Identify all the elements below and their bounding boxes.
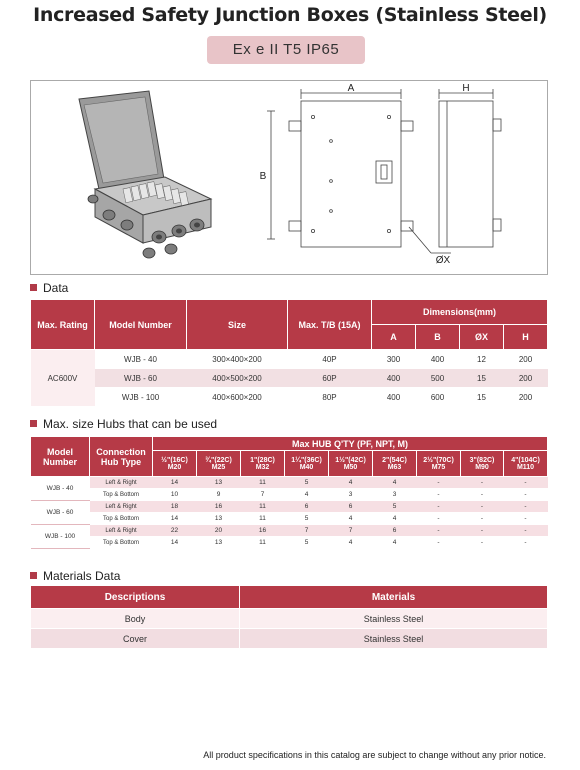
cell-hub-qty: 16 bbox=[241, 525, 285, 537]
header-dim-x: ØX bbox=[460, 325, 504, 350]
header-hub-size: 1"(28C) M32 bbox=[241, 451, 285, 477]
cell-hub-qty: - bbox=[461, 489, 504, 501]
cell-h: 200 bbox=[504, 350, 548, 369]
cell-hub-qty: - bbox=[504, 513, 548, 525]
cell-hub-qty: 5 bbox=[373, 501, 417, 513]
cell-model: WJB - 60 bbox=[95, 369, 187, 388]
cell-hub-qty: 3 bbox=[373, 489, 417, 501]
cell-hub-qty: 4 bbox=[329, 513, 373, 525]
header-hub-size: 3"(82C) M90 bbox=[461, 451, 504, 477]
cell-hub-qty: 14 bbox=[153, 513, 197, 525]
hubs-body bbox=[31, 477, 548, 549]
junction-box-illustration bbox=[79, 91, 211, 258]
cell-hub-type: Left & Right bbox=[90, 501, 153, 513]
cell-hub-qty: 6 bbox=[373, 525, 417, 537]
cell-hub-qty: 20 bbox=[197, 525, 241, 537]
header-materials: Materials bbox=[240, 586, 548, 609]
cell-hub-qty: 4 bbox=[285, 489, 329, 501]
header-hub-size: 2"(54C) M63 bbox=[373, 451, 417, 477]
cell-hub-qty: - bbox=[504, 501, 548, 513]
cell-a: 300 bbox=[372, 350, 416, 369]
table-row bbox=[31, 629, 548, 649]
data-table bbox=[30, 299, 548, 407]
cell-hub-qty: - bbox=[461, 525, 504, 537]
cell-hub-qty: 7 bbox=[241, 489, 285, 501]
cell-h: 200 bbox=[504, 388, 548, 407]
cell-h: 200 bbox=[504, 369, 548, 388]
cell-hub-qty: 9 bbox=[197, 489, 241, 501]
figure-svg bbox=[31, 81, 549, 276]
cell-hub-qty: 4 bbox=[373, 537, 417, 549]
cell-model: WJB - 40 bbox=[95, 350, 187, 369]
front-view-drawing bbox=[267, 89, 451, 253]
cell-hub-qty: 18 bbox=[153, 501, 197, 513]
cell-hub-qty: 11 bbox=[241, 513, 285, 525]
cell-tb: 80P bbox=[288, 388, 372, 407]
dim-a-label: A bbox=[347, 83, 355, 94]
header-hub-type: Connection Hub Type bbox=[90, 437, 153, 477]
header-hub-size: 2½"(70C) M75 bbox=[417, 451, 461, 477]
cell-hub-qty: 3 bbox=[329, 489, 373, 501]
rating-badge: Ex e II T5 IP65 bbox=[207, 36, 365, 64]
product-figure bbox=[30, 80, 548, 275]
cell-a: 400 bbox=[372, 388, 416, 407]
cell-tb: 40P bbox=[288, 350, 372, 369]
cell-description: Body bbox=[31, 609, 240, 629]
header-hub-size: 1½"(42C) M50 bbox=[329, 451, 373, 477]
cell-hub-qty: 13 bbox=[197, 537, 241, 549]
materials-section-heading: Materials Data bbox=[30, 569, 120, 583]
cell-x: 15 bbox=[460, 388, 504, 407]
footnote: All product specifications in this catalog are subject to change without any prior notice. bbox=[203, 750, 546, 760]
dim-x-label: ØX bbox=[435, 255, 451, 266]
cell-hub-qty: - bbox=[417, 489, 461, 501]
header-dim-b: B bbox=[416, 325, 460, 350]
cell-hub-qty: - bbox=[504, 525, 548, 537]
cell-hub-qty: - bbox=[461, 537, 504, 549]
cell-hub-qty: - bbox=[461, 513, 504, 525]
table-row bbox=[31, 513, 548, 525]
cell-tb: 60P bbox=[288, 369, 372, 388]
table-row bbox=[31, 369, 548, 388]
bullet-square-icon bbox=[30, 572, 37, 579]
header-hub-size: 1¼"(36C) M40 bbox=[285, 451, 329, 477]
cell-hub-qty: 4 bbox=[329, 537, 373, 549]
dim-h-label: H bbox=[462, 83, 470, 94]
table-row bbox=[31, 537, 548, 549]
page-title: Increased Safety Junction Boxes (Stainless Steel) bbox=[33, 4, 547, 26]
cell-hub-type: Left & Right bbox=[90, 525, 153, 537]
cell-b: 600 bbox=[416, 388, 460, 407]
cell-hub-qty: - bbox=[417, 501, 461, 513]
cell-hub-qty: 13 bbox=[197, 513, 241, 525]
cell-hub-qty: - bbox=[417, 537, 461, 549]
cell-hub-qty: 13 bbox=[197, 477, 241, 489]
cell-b: 500 bbox=[416, 369, 460, 388]
cell-hub-qty: - bbox=[504, 489, 548, 501]
side-view-drawing bbox=[439, 89, 501, 247]
hubs-section-heading: Max. size Hubs that can be used bbox=[30, 417, 217, 431]
bullet-square-icon bbox=[30, 284, 37, 291]
header-max-tb: Max. T/B (15A) bbox=[288, 300, 372, 350]
cell-hub-qty: 4 bbox=[329, 477, 373, 489]
cell-hub-qty: - bbox=[417, 525, 461, 537]
header-model-number: Model Number bbox=[31, 437, 90, 477]
dim-b-label: B bbox=[259, 171, 267, 182]
cell-hub-type: Top & Bottom bbox=[90, 513, 153, 525]
cell-hub-qty: 5 bbox=[285, 477, 329, 489]
cell-hub-qty: 10 bbox=[153, 489, 197, 501]
header-model-number: Model Number bbox=[95, 300, 187, 350]
cell-size: 300×400×200 bbox=[187, 350, 288, 369]
header-max-rating: Max. Rating bbox=[31, 300, 95, 350]
cell-hub-qty: 14 bbox=[153, 477, 197, 489]
cell-description: Cover bbox=[31, 629, 240, 649]
cell-hub-qty: 4 bbox=[373, 513, 417, 525]
cell-hub-type: Top & Bottom bbox=[90, 537, 153, 549]
table-row bbox=[31, 501, 548, 513]
header-hub-size: ¾"(22C) M25 bbox=[197, 451, 241, 477]
cell-hub-type: Top & Bottom bbox=[90, 489, 153, 501]
cell-a: 400 bbox=[372, 369, 416, 388]
table-row bbox=[31, 525, 548, 537]
cell-hub-qty: 16 bbox=[197, 501, 241, 513]
cell-b: 400 bbox=[416, 350, 460, 369]
table-row bbox=[31, 388, 548, 407]
header-size: Size bbox=[187, 300, 288, 350]
header-hub-size: ½"(16C) M20 bbox=[153, 451, 197, 477]
header-hub-size: 4"(104C) M110 bbox=[504, 451, 548, 477]
header-max-hub-qty: Max HUB Q'TY (PF, NPT, M) bbox=[153, 437, 548, 451]
data-section-heading: Data bbox=[30, 281, 68, 295]
cell-size: 400×500×200 bbox=[187, 369, 288, 388]
table-row bbox=[31, 609, 548, 629]
cell-hub-qty: - bbox=[461, 501, 504, 513]
materials-table bbox=[30, 585, 548, 649]
cell-model: WJB - 100 bbox=[95, 388, 187, 407]
table-row bbox=[31, 489, 548, 501]
cell-hub-qty: 22 bbox=[153, 525, 197, 537]
cell-hub-qty: 6 bbox=[285, 501, 329, 513]
header-dimensions: Dimensions(mm) bbox=[372, 300, 548, 325]
hubs-table bbox=[30, 436, 548, 549]
cell-hub-qty: 5 bbox=[285, 513, 329, 525]
cell-material: Stainless Steel bbox=[240, 609, 548, 629]
table-row bbox=[31, 350, 548, 369]
cell-material: Stainless Steel bbox=[240, 629, 548, 649]
cell-x: 12 bbox=[460, 350, 504, 369]
cell-hub-qty: 11 bbox=[241, 477, 285, 489]
cell-x: 15 bbox=[460, 369, 504, 388]
cell-model: WJB - 40 bbox=[31, 477, 90, 501]
bullet-square-icon bbox=[30, 420, 37, 427]
cell-hub-qty: - bbox=[504, 477, 548, 489]
header-dim-a: A bbox=[372, 325, 416, 350]
cell-hub-qty: - bbox=[461, 477, 504, 489]
cell-model: WJB - 60 bbox=[31, 501, 90, 525]
cell-model: WJB - 100 bbox=[31, 525, 90, 549]
table-row bbox=[31, 477, 548, 489]
cell-hub-qty: 4 bbox=[373, 477, 417, 489]
cell-hub-qty: 11 bbox=[241, 537, 285, 549]
cell-hub-type: Left & Right bbox=[90, 477, 153, 489]
cell-size: 400×600×200 bbox=[187, 388, 288, 407]
cell-hub-qty: 6 bbox=[329, 501, 373, 513]
cell-hub-qty: 5 bbox=[285, 537, 329, 549]
cell-hub-qty: 7 bbox=[329, 525, 373, 537]
rating-value: AC600V bbox=[31, 350, 95, 407]
cell-hub-qty: - bbox=[504, 537, 548, 549]
cell-hub-qty: 14 bbox=[153, 537, 197, 549]
cell-hub-qty: - bbox=[417, 477, 461, 489]
cell-hub-qty: 7 bbox=[285, 525, 329, 537]
header-dim-h: H bbox=[504, 325, 548, 350]
header-descriptions: Descriptions bbox=[31, 586, 240, 609]
cell-hub-qty: - bbox=[417, 513, 461, 525]
cell-hub-qty: 11 bbox=[241, 501, 285, 513]
